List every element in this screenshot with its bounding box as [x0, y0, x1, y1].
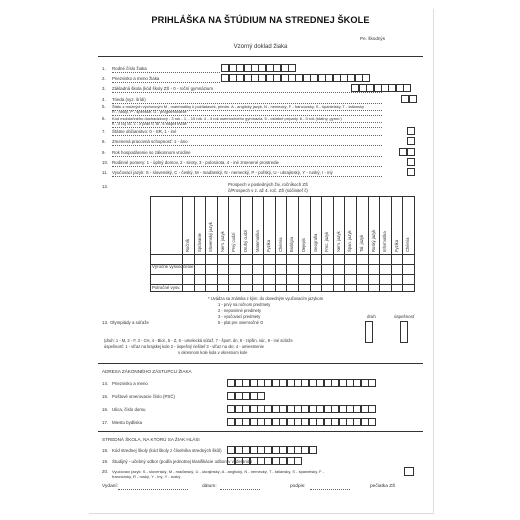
footer-place-line[interactable] — [118, 489, 188, 490]
footer-signature-line[interactable] — [310, 489, 350, 490]
school-row-number: 18. — [102, 448, 109, 453]
row-entry-boxes[interactable] — [408, 168, 415, 176]
row-entry-boxes[interactable] — [352, 84, 411, 92]
table-column-divider — [310, 196, 311, 292]
entry-cell[interactable] — [362, 74, 370, 82]
table-column-header: Špan. jazyk — [347, 230, 353, 252]
row-label: Priezvisko a meno žiaka — [112, 76, 160, 81]
school-row-label: Študijný - učebný odbor (podľa jednotnej klasifikácie odborov vzdelania) — [112, 459, 252, 464]
top-rule — [98, 56, 423, 57]
school-heading: STREDNÁ ŠKOLA, NA KTORÚ SA ŽIAK HLÁSI — [102, 437, 200, 442]
entry-cell[interactable] — [368, 379, 376, 387]
row-number: 7. — [102, 129, 106, 134]
row-entry-boxes[interactable] — [222, 74, 370, 82]
table-row-divider — [150, 254, 415, 255]
row-underline — [112, 82, 220, 83]
row-underline — [112, 145, 382, 146]
table-column-header: Chémia — [277, 237, 283, 252]
row-number: 2. — [102, 76, 106, 81]
table-column-divider — [321, 196, 322, 292]
olympiad-number: 13. — [102, 320, 109, 325]
table-column-header: Prvý cudzí — [231, 232, 237, 252]
guardian-row-number: 14. — [102, 381, 109, 386]
table-column-divider — [286, 196, 287, 292]
school-top-rule — [98, 431, 423, 432]
footer-stamp-label: pečiatka ZŠ — [370, 484, 396, 489]
row-label: Štátne občianstvo: 0 - SR, 1 - iné — [112, 129, 177, 134]
table-column-divider — [194, 196, 195, 292]
table-column-divider — [205, 196, 206, 292]
guardian-row-label: Poštové smerovacie číslo (PSČ) — [112, 394, 175, 399]
row-underline — [112, 72, 220, 73]
table-column-header: Tal. jazyk — [359, 234, 364, 252]
table-column-divider — [240, 196, 241, 292]
entry-cell[interactable] — [407, 148, 415, 156]
row-number: 6. — [102, 116, 106, 121]
row-underline — [112, 92, 382, 93]
table-column-header: Fyzika — [266, 239, 272, 252]
table-header-line2: č/Prospech v z. až 4. roč. ZŠ (súčiniteľ č) — [228, 188, 308, 193]
table-column-divider — [391, 196, 392, 292]
table-column-header: Dejepis — [301, 238, 306, 252]
row-label: R - ruský, P - spevské, G - programovanie — [112, 109, 187, 114]
row-number: 5. — [102, 104, 106, 109]
table-column-header: Biológia — [289, 237, 295, 252]
table-column-divider — [252, 196, 253, 292]
entry-cell[interactable] — [257, 392, 265, 400]
school-row-label: Kód strednej školy (kód školy z číselníka stredných škôl) — [112, 448, 222, 453]
row-number: 1. — [102, 66, 106, 71]
application-form-page — [88, 8, 433, 513]
school-row-label: francúzsky, R - ruský, Y - iný, Y - ruský — [112, 474, 181, 479]
school-entry-boxes[interactable] — [228, 446, 317, 454]
entry-cell[interactable] — [407, 137, 415, 145]
guardian-row-label: Priezvisko a meno — [112, 381, 148, 386]
guardian-row-label: Miesto bydliska — [112, 420, 143, 425]
row-number: 10. — [102, 160, 109, 165]
table-column-header: Chémia — [405, 237, 411, 252]
row-number: 9. — [102, 150, 106, 155]
table-column-header: Geografia — [312, 233, 318, 252]
row-number: 8. — [102, 139, 106, 144]
table-column-divider — [344, 196, 345, 292]
table-note: * Uvádza sa známka z kým. do dovedným vyučovacím jazykom — [208, 296, 324, 301]
row-underline — [112, 156, 382, 157]
footer-date-label: dátum: — [202, 484, 217, 489]
row-entry-boxes[interactable] — [400, 148, 415, 156]
table-column-divider — [217, 196, 218, 292]
table-column-divider — [402, 196, 403, 292]
guardian-row-label: Ulica, číslo domu — [112, 407, 146, 412]
form-subtitle: Vzorný doklad žiaka — [233, 44, 288, 50]
table-column-header: Nem. jazyk — [335, 231, 341, 252]
entry-cell[interactable] — [368, 405, 376, 413]
footer-place-label: Vydaní: — [102, 484, 119, 489]
table-column-header: Druhý cudzí — [243, 229, 248, 252]
table-row-label-semester: Polročné vysv. — [152, 285, 181, 290]
olympiad-line1: (druh: 1 - M, 2 - F, 3 - CH, 4 - Biol., 5 - Z, 6 - umelecká súťaž, 7 - šport. dn, 8 - zrpšin. súr., 9 - iné súťaže — [104, 338, 293, 343]
school-row-label: Vyučovací jazyk: S - slovenský, M - maďarský, U - ukrajinský, A - anglický, N - nemecký, T - taliansky, S - španielsky, F - — [112, 469, 325, 474]
form-title: PRIHLÁŠKA NA ŠTÚDIUM NA STREDNEJ ŠKOLE — [151, 15, 370, 25]
table-note: 1 - prvý na ročnom predmety — [218, 302, 271, 307]
table-column-header: Matematika — [254, 230, 260, 252]
olympiad-label: Olympiády a súťaže — [110, 320, 149, 325]
row-number: 11. — [102, 170, 108, 175]
row-underline — [112, 166, 382, 167]
table-row-divider — [150, 274, 415, 275]
table-column-header: Správanie — [196, 233, 202, 252]
table-column-header: Fyzika — [393, 239, 399, 252]
registration-label: Pe. škodnýs — [360, 36, 386, 41]
guardian-entry-boxes[interactable] — [228, 379, 376, 387]
table-column-divider — [368, 196, 369, 292]
olympiad-type-box[interactable] — [365, 321, 373, 343]
row-label: Základná škola (kód školy ZŠ - 0 - roční gymnázium — [112, 86, 214, 91]
row-number: 4. — [102, 97, 106, 102]
row-underline — [112, 135, 382, 136]
footer-date-line[interactable] — [220, 489, 260, 490]
table-row-divider — [150, 284, 415, 285]
table-column-divider — [333, 196, 334, 292]
olympiad-result-box[interactable] — [400, 321, 408, 343]
class-entry-boxes[interactable] — [402, 95, 417, 103]
guardian-entry-boxes[interactable] — [228, 392, 265, 400]
guardian-entry-boxes[interactable] — [228, 405, 376, 413]
entry-cell[interactable] — [407, 158, 415, 166]
entry-cell[interactable] — [409, 95, 417, 103]
row-entry-boxes[interactable] — [408, 158, 415, 166]
table-column-divider — [228, 196, 229, 292]
table-column-divider — [182, 196, 183, 292]
row-label: K - k roj 10, L - z prax 0, M - k stupni kvôle — [112, 121, 187, 126]
row-label: Kód moždoňného dochádzkový - 3 rok - 1, - 10 rok. 4 - 4 rok osemročného gymnázia, 5 - ostatné prípady. 6 - 0 rok (štátny, gymn.) — [112, 116, 342, 121]
row-number: 3. — [102, 86, 106, 91]
row-label: Vyučovací jazyk: S - slovenský, C - český, M - maďarský, N - nemecký, P - poľský, U - ukrajinský, Y - ruský, I - iný — [112, 170, 333, 175]
olympiad-line2: úspešnosť: 1 - víťaz na krajskej kole 2 - úspešný riešiteľ 3 - víťaz na okr. 4 - umiestnenie — [104, 344, 264, 349]
row-entry-boxes[interactable] — [408, 137, 415, 145]
footer-signature-label: podpis: — [290, 484, 306, 489]
guardian-heading: ADRESA ZÁKONNÉHO ZÁSTUPCU ŽIAKA — [102, 369, 192, 374]
table-row-label-annual: Výročné vysvedčenie — [152, 264, 194, 269]
entry-cell[interactable] — [288, 64, 296, 72]
row-entry-boxes[interactable] — [222, 64, 296, 72]
table-note: 2 - nepovinné predmety — [218, 308, 262, 313]
guardian-top-rule — [98, 363, 423, 364]
guardian-row-number: 15. — [102, 394, 109, 399]
guardian-row-number: 16. — [102, 407, 109, 412]
entry-cell[interactable] — [309, 446, 317, 454]
table-column-divider — [298, 196, 299, 292]
olympiad-line3: v okresnom kole kola v okresnom kole — [178, 350, 248, 355]
row-entry-boxes[interactable] — [408, 127, 415, 135]
guardian-entry-boxes[interactable] — [228, 418, 376, 426]
table-column-divider — [356, 196, 357, 292]
olympiad-result-label: úspešnosť — [394, 314, 415, 319]
row-label: Rodné číslo žiaka — [112, 66, 147, 71]
table-column-header: Ruský jazyk — [370, 229, 376, 252]
guardian-row-number: 17. — [102, 420, 109, 425]
table-column-divider — [275, 196, 276, 292]
olympiad-type-label: druh — [367, 314, 376, 319]
table-column-header: Nem. jazyk — [219, 231, 225, 252]
row-underline — [112, 176, 382, 177]
row-label: Rok hospodárenie so zákonnom vrodine — [112, 150, 191, 155]
row-label: Trieda (vyz. šrídi) — [112, 97, 146, 102]
school-row-number: 19. — [102, 459, 109, 464]
row-label: Štátu z možných výchovným M - matematiky k požiadavek, predm. A - anglický jazyk, N - nemecký, F - francúzsky, S - španielsky, T - talianský — [112, 104, 365, 109]
entry-cell[interactable] — [407, 127, 415, 135]
table-column-header: Slovenský jazyk — [208, 222, 214, 252]
entry-cell[interactable] — [407, 168, 415, 176]
row-label: Rodinné pomery: 1 - úplný domov, 2 - siroty, 3 - polosirota, 4 - iné zmenené prostredie — [112, 160, 280, 165]
entry-cell[interactable] — [403, 84, 411, 92]
school-entry-boxes[interactable] — [228, 457, 302, 465]
table-column-divider — [263, 196, 264, 292]
entry-cell[interactable] — [368, 418, 376, 426]
table-column-header: Ročník — [185, 238, 190, 252]
entry-cell[interactable] — [294, 457, 302, 465]
table-note: 5 - plat pre osemročné G — [218, 320, 264, 325]
table-header-line1: Prospech v posledných živ. ročníkoch ZŠ — [228, 182, 308, 187]
row-underline — [112, 127, 382, 128]
school-language-box[interactable] — [404, 467, 414, 476]
table-column-header: Frnc. jazyk — [324, 231, 330, 252]
table-column-divider — [379, 196, 380, 292]
table-row-number: 12. — [102, 184, 109, 189]
table-note: 3 - vyučovací predmety — [218, 314, 261, 319]
school-row-number: 20. — [102, 469, 109, 474]
row-label: Zmenená pracovná schopnosť: 1 - áno — [112, 139, 188, 144]
table-column-header: Informatika — [382, 231, 388, 252]
